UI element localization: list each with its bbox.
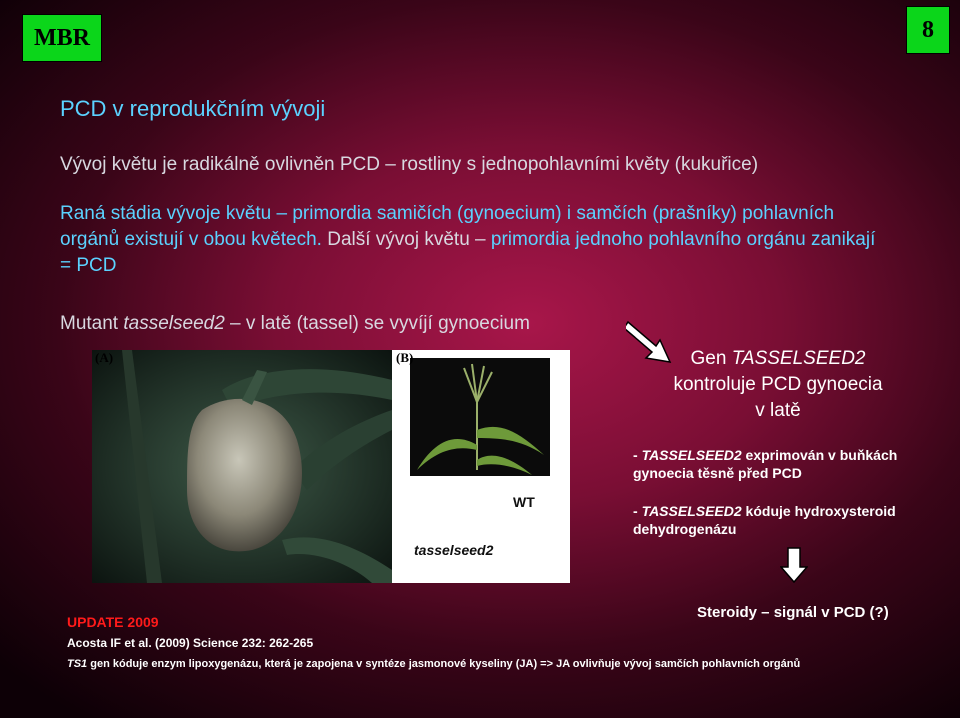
- update-label: UPDATE 2009: [67, 614, 159, 630]
- panel-b-label: (B): [396, 350, 414, 365]
- intro-line: Vývoj květu je radikálně ovlivněn PCD – rostliny s jednopohlavními květy (kukuřice): [60, 154, 759, 175]
- steroid-signal-text: Steroidy – signál v PCD (?): [697, 604, 889, 621]
- further-development-text: Další vývoj květu –: [321, 229, 491, 250]
- mutant-suffix: – v latě (tassel) se vyvíjí gynoecium: [224, 313, 530, 334]
- ts1-gene: TS1: [67, 658, 88, 670]
- slide-title: PCD v reprodukčním vývoji: [60, 96, 326, 121]
- gen-gene: TASSELSEED2: [731, 348, 866, 369]
- mutant-line: [60, 311, 530, 337]
- pcd-text: primordia jednoho pohlavního orgánu zanikají = PCD: [60, 229, 876, 276]
- bullet-text: exprimován v buňkách gynoecia těsně před PCD: [633, 447, 898, 481]
- page-number: 8: [906, 6, 950, 54]
- gene-control-line1: [628, 346, 928, 372]
- bullet-dash: -: [633, 503, 642, 519]
- gene-control-line2: kontroluje PCD gynoecia: [673, 374, 883, 395]
- maize-figure-image: [92, 350, 570, 583]
- gene-control-box: [628, 346, 928, 424]
- ts1-note: [67, 658, 800, 670]
- bullet-encoding: [633, 502, 943, 538]
- bullet-expression: [633, 446, 943, 482]
- wt-label: WT: [513, 494, 535, 510]
- ts1-text: gen kóduje enzym lipoxygenázu, která je zapojena v syntéze jasmonové kyseliny (JA) => JA ovlivňuje vývoj samčích pohlavních orgánů: [87, 658, 801, 670]
- early-stages-text: Raná stádia vývoje květu – primordia samičích (gynoecium) i samčích (prašníky) pohlavních orgánů existují v obou květech.: [60, 203, 835, 250]
- bullet-text: kóduje hydroxysteroid dehydrogenázu: [633, 503, 896, 537]
- gen-prefix: Gen: [690, 348, 732, 369]
- gene-control-line3: v latě: [755, 400, 801, 421]
- citation-text: Acosta IF et al. (2009) Science 232: 262-265: [67, 636, 314, 650]
- mbr-logo: MBR: [22, 14, 102, 62]
- tasselseed2-label: tasselseed2: [414, 542, 494, 558]
- development-paragraph: [60, 201, 890, 279]
- bullet-gene: TASSELSEED2: [641, 503, 742, 519]
- down-arrow-icon: [780, 547, 808, 588]
- bullet-gene: TASSELSEED2: [641, 447, 742, 463]
- panel-a-label: (A): [95, 350, 114, 365]
- maize-figure: [92, 350, 570, 583]
- bullet-dash: -: [633, 447, 642, 463]
- mutant-gene: tasselseed2: [123, 313, 225, 334]
- mutant-prefix: Mutant: [60, 313, 124, 334]
